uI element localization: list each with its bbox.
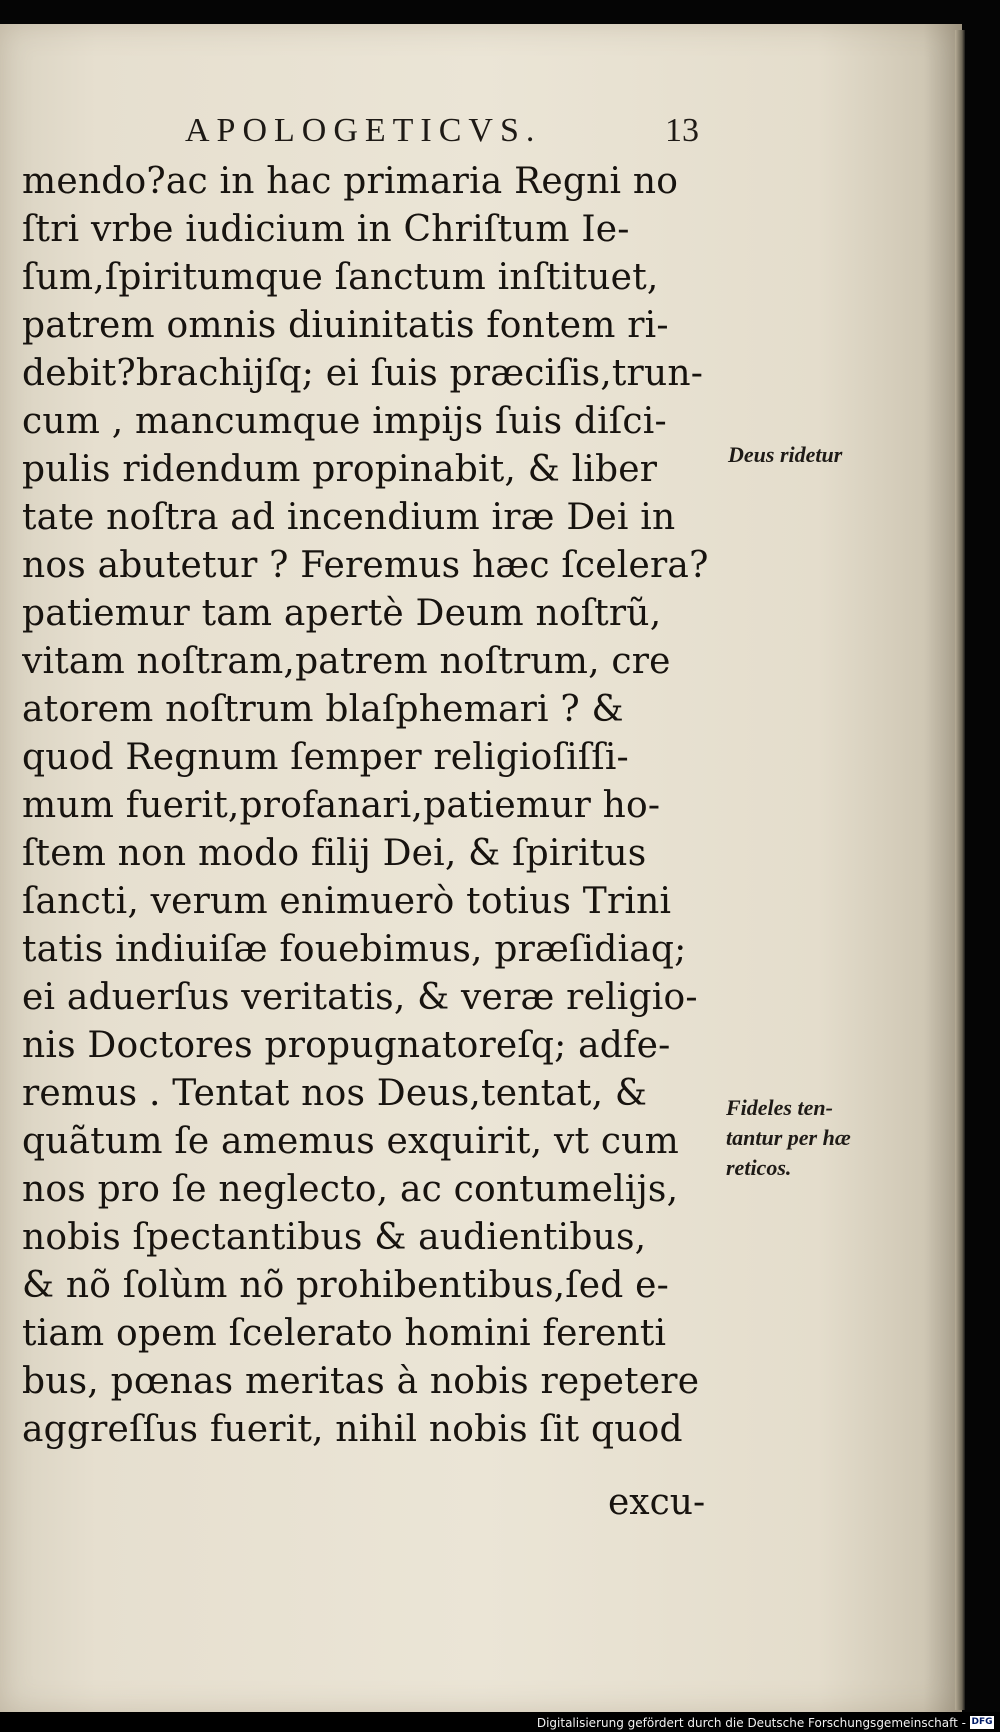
margin-note-line: reticos. [726, 1155, 792, 1180]
catchword: excu- [608, 1482, 706, 1523]
text-line: mum fuerit,profanari,patiemur ho- [22, 785, 661, 826]
margin-note-line: tantur per hæ [726, 1125, 851, 1150]
margin-note-line: Fideles ten- [726, 1095, 833, 1120]
text-line: debit?brachijſq; ei ſuis præciſis,trun- [22, 353, 704, 394]
digitization-credit: Digitalisierung gefördert durch die Deutsche Forschungsgemeinschaft - [536, 1716, 966, 1730]
text-line: tatis indiuiſæ fouebimus, præſidiaq; [22, 929, 687, 970]
text-line: bus, pœnas meritas à nobis repetere [22, 1361, 700, 1402]
margin-note-deus-ridetur: Deus ridetur [728, 442, 843, 467]
running-head: APOLOGETICVS. [185, 112, 542, 149]
text-line: ei aduerſus veritatis, & veræ religio- [22, 977, 698, 1018]
text-line: vitam noſtram,patrem noſtrum, cre [22, 641, 671, 682]
text-line: aggreſſus fuerit, nihil nobis ſit quod [22, 1409, 683, 1450]
text-line: & nõ ſolùm nõ prohibentibus,ſed e- [22, 1265, 670, 1306]
text-line: atorem noſtrum blaſphemari ? & [22, 689, 624, 730]
text-line: pulis ridendum propinabit, & liber [22, 449, 658, 490]
text-line: remus . Tentat nos Deus,tentat, & [22, 1073, 648, 1114]
text-line: ſtem non modo filij Dei, & ſpiritus [22, 833, 647, 874]
text-line: tate noſtra ad incendium iræ Dei in [22, 497, 676, 538]
text-line: tiam opem ſcelerato homini ferenti [22, 1313, 667, 1354]
text-line: quãtum ſe amemus exquirit, vt cum [22, 1121, 679, 1162]
text-line: nos abutetur ? Feremus hæc ſcelera? [22, 545, 709, 586]
dfg-logo: DFG [971, 1717, 993, 1727]
text-line: nos pro ſe neglecto, ac contumelijs, [22, 1169, 679, 1210]
page-number: 13 [665, 112, 699, 149]
page-edge-shadow [955, 30, 965, 1710]
text-line: nis Doctores propugnatoreſq; adfe- [22, 1025, 671, 1066]
text-line: quod Regnum ſemper religioſiſſi- [22, 737, 629, 778]
text-line: mendo?ac in hac primaria Regni no [22, 161, 679, 202]
text-line: ſtri vrbe iudicium in Chriſtum Ie- [22, 209, 630, 250]
main-text-block [22, 158, 722, 1454]
text-line: ſancti, verum enimuerò totius Trini [22, 881, 672, 922]
text-line: cum , mancumque impijs ſuis diſci- [22, 401, 667, 442]
text-line: nobis ſpectantibus & audientibus, [22, 1217, 647, 1258]
text-line: patrem omnis diuinitatis fontem ri- [22, 305, 669, 346]
text-line: patiemur tam apertè Deum noſtrũ, [22, 593, 662, 634]
text-line: ſum,ſpiritumque ſanctum inſtituet, [22, 257, 659, 298]
margin-note-fideles [726, 1093, 851, 1183]
